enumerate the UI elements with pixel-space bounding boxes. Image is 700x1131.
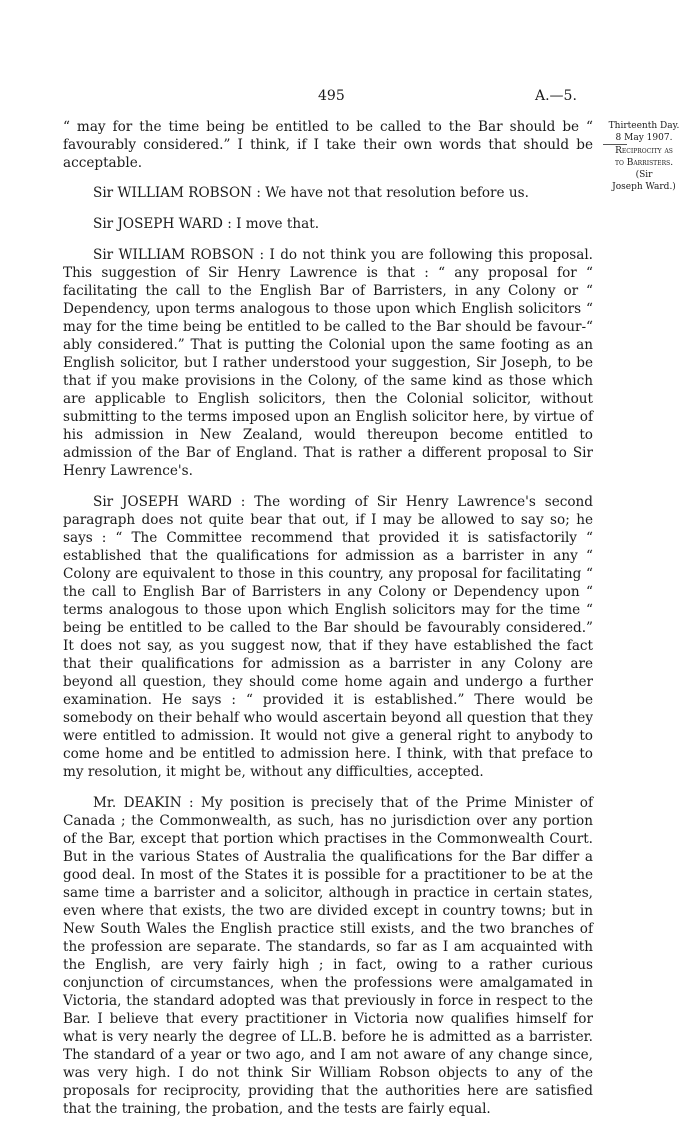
- paragraph-ward-1: Sir JOSEPH WARD : I move that.: [93, 216, 320, 232]
- paragraph-deakin: Mr. DEAKIN : My position is precisely that of the Prime Minister of Canada ; the Commonwealth, as such, has no jurisdiction over any portion of the Bar, except that portion which practises in the Commonwealth Court. But in the various States of Australia the qualifications for the Bar differ a good deal. In most of the States it is possible for a practitioner to be at the same time a barrister and a solicitor, although in practice in certain states, even where that exists, the two are divided except in country towns; but in New South Wales the English practice still exists, and the two branches of the profession are separate. The standards, so far as I am acquainted with the English, are very fairly high ; in fact, owing to a rather curious conjunction of circumstances, when the professions were amalgamated in Victoria, the standard adopted was that previously in force in respect to the Bar. I believe that every practitioner in Victoria now qualifies himself for what is very nearly the degree of LL.B. before he is admitted as a barrister. The standard of a year or two ago, and I am not aware of any change since, was very high. I do not think Sir William Robson objects to any of the proposals for reciprocity, providing that the authorities here are satisfied that the training, the probation, and the tests are fairly equal.: [63, 795, 593, 1117]
- margin-subject-line2: to Barristers.: [614, 158, 674, 168]
- page-number: 495: [318, 88, 345, 104]
- paragraph-ward-2: Sir JOSEPH WARD : The wording of Sir Henry Lawrence's second paragraph does not quite bear that out, if I may be allowed to say so; he says : “ The Committee recommend that provided it is satisfactorily “ established that the qualifications for admission as a barrister in any “ Colony are equivalent to those in this country, any proposal for facilitating “ the call to English Bar of Barristers in any Colony or Dependency upon “ terms analogous to those upon which English solicitors may for the time “ being be entitled to be called to the Bar should be favourably considered.” It does not say, as you suggest now, that if they have established the fact that their qualifications for admission as a barrister in any Colony are beyond all question, they should come home again and undergo a further examination. He says : “ provided it is established.” There would be somebody on their behalf who would ascertain beyond all question that they were entitled to admission. It would not give a general right to anybody to come home and be entitled to admission here. I think, with that preface to my resolution, it might be, without any difficulties, accepted.: [63, 494, 593, 780]
- margin-speaker-line2: Joseph Ward.): [612, 182, 676, 192]
- paragraph-robson-2: Sir WILLIAM ROBSON : I do not think you are following this proposal. This suggestion of Sir Henry Lawrence is that : “ any proposal for “ facilitating the call to the English Bar of Barristers, in any Colony or “ Dependency, upon terms analogous to those upon which English solicitors “ may for the time being be entitled to be called to the Bar should be favour-“ ably considered.” That is putting the Colonial upon the same footing as an English solicitor, but I rather understood your suggestion, Sir Joseph, to be that if you make provisions in the Colony, of the same kind as those which are applicable to English solicitors, then the Colonial solicitor, without submitting to the terms imposed upon an English solicitor here, by virtue of his admission in New Zealand, would thereupon become entitled to admission of the Bar of England. That is rather a different proposal to Sir Henry Lawrence's.: [63, 247, 593, 479]
- margin-subject-line1: Reciprocity as: [615, 146, 673, 156]
- main-text: [63, 118, 593, 1131]
- series-number: A.—5.: [535, 88, 577, 104]
- margin-date-line1: Thirteenth Day.: [608, 121, 680, 131]
- paragraph-robson-1: Sir WILLIAM ROBSON : We have not that resolution before us.: [93, 185, 529, 201]
- margin-notes: [603, 120, 685, 193]
- paragraph-continuation: “ may for the time being be entitled to be called to the Bar should be “ favourably considered.” I think, if I take their own words that should be acceptable.: [63, 119, 593, 171]
- margin-date-line2: 8 May 1907.: [615, 133, 673, 143]
- margin-speaker-line1: (Sir: [635, 170, 653, 180]
